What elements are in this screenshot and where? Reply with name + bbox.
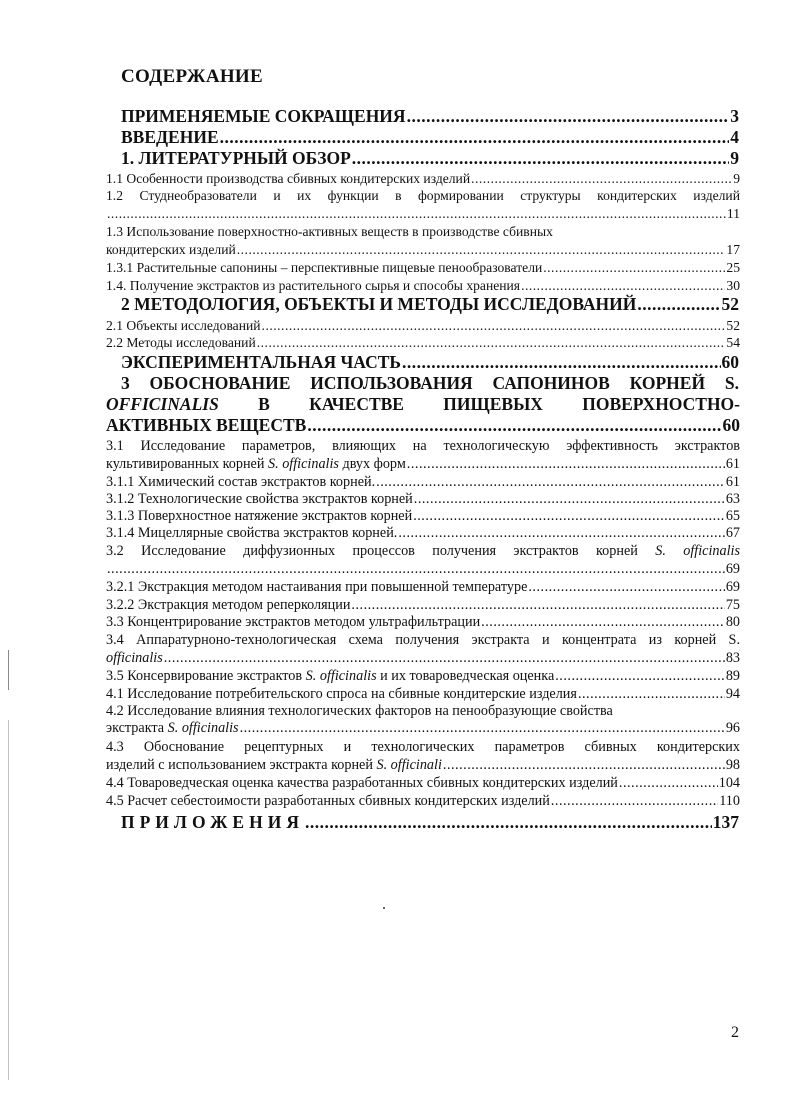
- toc-entry-text[interactable]: 1.2 Студнеобразователи и их функции в формировании структуры кондитерских изделий: [106, 188, 740, 203]
- toc-entry-text: 3.2.2 Экстракция методом реперколяции: [106, 597, 351, 613]
- dot-leader: [414, 491, 725, 508]
- toc-entry-page: 60: [722, 415, 740, 435]
- dot-leader: [305, 812, 712, 833]
- toc-entry-text[interactable]: 3.2 Исследование диффузионных процессов получения экстрактов корней S. officinalis: [106, 543, 741, 559]
- toc-entry-page: 3: [730, 106, 739, 126]
- dot-leader: [164, 650, 725, 667]
- toc-entry-page: 137: [712, 812, 739, 832]
- toc-entry-page: 63: [725, 491, 740, 507]
- toc-entry-page: 52: [721, 294, 739, 314]
- toc-entry-page: 89: [725, 668, 740, 684]
- toc-entry-page: 110: [719, 793, 740, 809]
- toc-entry-text: 3.1.2 Технологические свойства экстрактов корней: [106, 491, 413, 507]
- dot-leader: [307, 415, 721, 436]
- toc-entry-text-cont: officinalis: [106, 650, 163, 666]
- toc-entry-text: ПРИЛОЖЕНИЯ: [121, 812, 304, 832]
- toc-entry[interactable]: [106, 650, 740, 667]
- toc-entry[interactable]: [106, 579, 740, 596]
- dot-leader: [376, 474, 725, 491]
- toc-entry[interactable]: [121, 352, 739, 373]
- dot-leader: [398, 525, 724, 542]
- toc-entry-text-cont[interactable]: OFFICINALIS В КАЧЕСТВЕ ПИЩЕВЫХ ПОВЕРХНОСТНО-: [106, 394, 740, 414]
- toc-entry-text: 2 МЕТОДОЛОГИЯ, ОБЪЕКТЫ И МЕТОДЫ ИССЛЕДОВАНИЙ: [121, 294, 637, 314]
- toc-entry[interactable]: [121, 294, 739, 315]
- toc-entry-text: 3.2.1 Экстракция методом настаивания при повышенной температуре: [106, 579, 528, 595]
- toc-entry[interactable]: [106, 686, 740, 703]
- toc-entry-page: 11: [726, 206, 740, 221]
- toc-entry[interactable]: [106, 720, 740, 737]
- dot-leader: [637, 294, 720, 315]
- toc-entry-page: 96: [725, 720, 740, 736]
- toc-entry-text: 3.1.1 Химический состав экстрактов корней.: [106, 474, 376, 490]
- dot-leader: [521, 277, 725, 294]
- toc-entry-page: 69: [725, 561, 740, 577]
- toc-entry-text: 4.4 Товароведческая оценка качества разработанных сбивных кондитерских изделий: [106, 775, 618, 791]
- toc-entry[interactable]: [106, 456, 740, 473]
- toc-entry[interactable]: [106, 241, 740, 258]
- toc-entry-text[interactable]: 4.3 Обоснование рецептурных и технологических параметров сбивных кондитерских: [106, 739, 740, 755]
- toc-entry[interactable]: [106, 334, 740, 351]
- toc-entry[interactable]: [106, 259, 740, 276]
- toc-entry-text: 3.5 Консервирование экстрактов S. officinalis и их товароведческая оценка: [106, 668, 555, 684]
- species-name: S. officinalis: [655, 543, 741, 559]
- dot-leader: [481, 614, 725, 631]
- toc-entry-text: ПРИМЕНЯЕМЫЕ СОКРАЩЕНИЯ: [121, 106, 406, 126]
- toc-entry[interactable]: [106, 793, 740, 810]
- dot-leader: [551, 793, 718, 810]
- scan-edge-mark: [8, 650, 9, 690]
- toc-entry-text: 2.2 Методы исследований: [106, 335, 256, 350]
- toc-entry-page: 25: [726, 260, 740, 275]
- dot-leader: [413, 508, 725, 525]
- toc-entry-page: 54: [726, 335, 740, 350]
- dot-leader: [107, 561, 725, 578]
- dot-leader: [237, 241, 726, 258]
- toc-entry-page: 75: [725, 597, 740, 613]
- toc-entry-leader-line[interactable]: [106, 561, 740, 578]
- toc-entry-text: 3.3 Концентрирование экстрактов методом ультрафильтрации: [106, 614, 481, 630]
- toc-entry[interactable]: [121, 812, 739, 833]
- toc-entry-page: 61: [725, 474, 740, 490]
- species-name: S. officinalis: [167, 720, 239, 736]
- toc-entry-leader-line[interactable]: [106, 205, 740, 222]
- species-name: OFFICINALIS: [106, 394, 219, 414]
- toc-entry-page: 17: [726, 242, 740, 257]
- toc-entry-text-cont: экстракта S. officinalis: [106, 720, 239, 736]
- toc-entry-text: 1. ЛИТЕРАТУРНЫЙ ОБЗОР: [121, 148, 351, 168]
- toc-entry[interactable]: [106, 491, 740, 508]
- toc-entry[interactable]: [106, 415, 740, 436]
- toc-entry-page: 60: [721, 352, 739, 372]
- toc-entry[interactable]: [121, 127, 739, 148]
- dot-leader: [407, 456, 725, 473]
- toc-entry-text[interactable]: 3 ОБОСНОВАНИЕ ИСПОЛЬЗОВАНИЯ САПОНИНОВ КОРНЕЙ S.: [121, 373, 739, 393]
- dot-leader: [555, 668, 725, 685]
- toc-entry-text-cont: изделий с использованием экстракта корней S. officinali: [106, 757, 442, 773]
- dot-leader: [402, 352, 721, 373]
- toc-entry[interactable]: [106, 668, 740, 685]
- toc-entry-text-cont: АКТИВНЫХ ВЕЩЕСТВ: [106, 415, 307, 435]
- toc-entry-page: 9: [733, 171, 740, 186]
- page-number: 2: [731, 1024, 739, 1041]
- dot-leader: [107, 205, 726, 222]
- toc-entry[interactable]: [106, 614, 740, 631]
- toc-entry-page: 67: [725, 525, 740, 541]
- species-name: S. officinali: [376, 757, 442, 773]
- toc-entry-page: 94: [725, 686, 740, 702]
- toc-entry-page: 83: [725, 650, 740, 666]
- toc-entry[interactable]: [121, 148, 739, 169]
- toc-entry-text: 1.1 Особенности производства сбивных кондитерских изделий: [106, 171, 471, 186]
- dot-leader: [257, 334, 726, 351]
- toc-entry[interactable]: [106, 597, 740, 614]
- toc-entry[interactable]: [106, 757, 740, 774]
- dot-leader: [351, 597, 724, 614]
- toc-entry-page: 61: [725, 456, 740, 472]
- toc-entry-text[interactable]: 3.1 Исследование параметров, влияющих на технологическую эффективность экстрактов: [106, 438, 740, 454]
- toc-entry-text: 3.1.4 Мицеллярные свойства экстрактов корней.: [106, 525, 398, 541]
- toc-entry[interactable]: [106, 317, 740, 334]
- toc-entry-page: 65: [725, 508, 740, 524]
- toc-title: СОДЕРЖАНИЕ: [121, 66, 263, 87]
- toc-entry-text[interactable]: 1.3 Использование поверхностно-активных веществ в производстве сбивных: [106, 224, 553, 239]
- toc-entry-text-cont: кондитерских изделий: [106, 242, 236, 257]
- toc-entry-text: 4.1 Исследование потребительского спроса на сбивные кондитерские изделия: [106, 686, 577, 702]
- dot-leader: [407, 106, 730, 127]
- toc-entry-page: 80: [725, 614, 740, 630]
- toc-entry-text: 3.1.3 Поверхностное натяжение экстрактов корней: [106, 508, 413, 524]
- species-name: S. officinalis: [305, 668, 377, 684]
- toc-entry[interactable]: [121, 106, 739, 127]
- toc-entry-page: 9: [730, 148, 739, 168]
- toc-entry[interactable]: [106, 474, 740, 491]
- dot-leader: [220, 127, 730, 148]
- toc-entry-page: 52: [726, 318, 740, 333]
- toc-entry-text: 1.4. Получение экстрактов из растительного сырья и способы хранения: [106, 278, 521, 293]
- toc-entry-page: 30: [726, 278, 740, 293]
- toc-entry-page: 69: [725, 579, 740, 595]
- toc-entry-text[interactable]: 4.2 Исследование влияния технологических факторов на пенообразующие свойства: [106, 703, 613, 719]
- toc-entry-text-cont: культивированных корней S. officinalis двух форм: [106, 456, 406, 472]
- toc-entry-text: 2.1 Объекты исследований: [106, 318, 261, 333]
- toc-entry[interactable]: [106, 277, 740, 294]
- scan-edge-mark: [8, 720, 9, 1080]
- toc-entry[interactable]: [106, 775, 740, 792]
- toc-entry[interactable]: [106, 508, 740, 525]
- dot-leader: [578, 686, 725, 703]
- dot-leader: [543, 259, 725, 276]
- toc-entry-page: 98: [725, 757, 740, 773]
- toc-entry-text: 4.5 Расчет себестоимости разработанных сбивных кондитерских изделий: [106, 793, 550, 809]
- toc-entry-page: 4: [730, 127, 739, 147]
- dot-leader: [619, 775, 718, 792]
- dot-leader: [443, 757, 725, 774]
- toc-entry-text: ВВЕДЕНИЕ: [121, 127, 219, 147]
- toc-entry[interactable]: [106, 525, 740, 542]
- dot-leader: [262, 317, 726, 334]
- toc-entry-text: ЭКСПЕРИМЕНТАЛЬНАЯ ЧАСТЬ: [121, 352, 401, 372]
- dot-leader: [471, 170, 732, 187]
- toc-entry-page: 104: [718, 775, 740, 791]
- dot-leader: [240, 720, 725, 737]
- toc-entry[interactable]: [106, 170, 740, 187]
- dot-leader: [528, 579, 724, 596]
- dot-leader: [352, 148, 729, 169]
- toc-entry-text: 1.3.1 Растительные сапонины – перспективные пищевые пенообразователи: [106, 260, 543, 275]
- species-name: S. officinalis: [268, 456, 339, 472]
- scan-speck: [383, 907, 385, 909]
- toc-entry-text[interactable]: 3.4 Аппаратурноно-технологическая схема получения экстракта и концентрата из корней S.: [106, 632, 740, 648]
